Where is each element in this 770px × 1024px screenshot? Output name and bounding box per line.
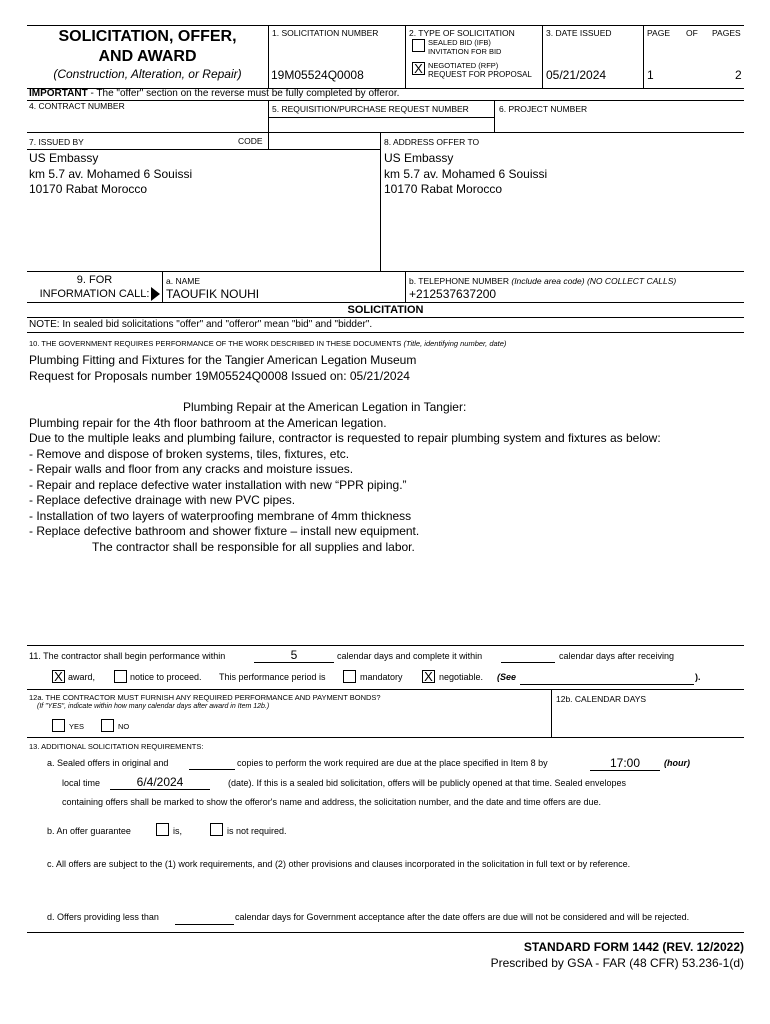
description-line: - Installation of two layers of waterproofing membrane of 4mm thickness — [29, 508, 412, 523]
prescribed-by: Prescribed by GSA - FAR (48 CFR) 53.236-1(d) — [490, 956, 744, 970]
guarantee-is-checkbox[interactable] — [156, 823, 169, 836]
arrow-right-icon — [151, 287, 160, 301]
address-offer-to[interactable] — [384, 151, 547, 198]
item11-text-b: calendar days and complete it within — [337, 651, 483, 661]
hour-label: (hour) — [664, 758, 690, 768]
project-number-label: 6. PROJECT NUMBER — [499, 104, 588, 114]
work-description-label — [29, 339, 506, 348]
calendar-days-label: 12b. CALENDAR DAYS — [556, 694, 647, 704]
address-line-1: US Embassy — [384, 151, 454, 165]
item13d-text-2: calendar days for Government acceptance after the date offers are due will not be considered and will be rejected. — [235, 912, 690, 922]
issued-by-line-2: km 5.7 av. Mohamed 6 Souissi — [29, 166, 193, 181]
page-value[interactable]: 1 — [647, 68, 654, 82]
item11-text-c: calendar days after receiving — [559, 651, 675, 661]
address-line-2: km 5.7 av. Mohamed 6 Souissi — [384, 166, 548, 181]
item13a-text-1: a. Sealed offers in original and — [47, 758, 169, 768]
hour-field[interactable]: 17:00 — [590, 756, 660, 771]
issued-by-line-1: US Embassy — [29, 151, 99, 165]
notice-to-proceed-label: notice to proceed. — [130, 672, 202, 682]
award-checkbox[interactable]: X — [52, 670, 65, 683]
sealed-bid-checkbox[interactable] — [412, 39, 425, 52]
telephone-note: (Include area code) (NO COLLECT CALLS) — [511, 276, 677, 286]
telephone-label-text: b. TELEPHONE NUMBER — [409, 276, 509, 286]
offer-guarantee-text: b. An offer guarantee — [47, 826, 131, 836]
solicitation-heading: SOLICITATION — [347, 304, 424, 316]
date-issued-label: 3. DATE ISSUED — [546, 28, 612, 38]
contract-number-label: 4. CONTRACT NUMBER — [29, 101, 125, 111]
award-label: award, — [68, 672, 96, 682]
guarantee-is-not-label: is not required. — [227, 826, 287, 836]
information-call-label — [27, 273, 162, 301]
important-label: IMPORTANT — [29, 88, 88, 99]
info-call-line-2: INFORMATION CALL: — [39, 288, 150, 300]
description-title: Plumbing Repair at the American Legation in Tangier: — [183, 400, 467, 414]
solicitation-type-label: 2. TYPE OF SOLICITATION — [409, 28, 515, 38]
invitation-for-bid-label: INVITATION FOR BID — [428, 47, 502, 56]
see-field[interactable] — [520, 672, 694, 685]
bonds-yes-label: YES — [69, 722, 85, 731]
form-number: STANDARD FORM 1442 (REV. 12/2022) — [523, 940, 744, 954]
item13a-text-4: containing offers shall be marked to show the offeror's name and address, the solicitation number, and the date and time offers are due. — [62, 797, 602, 807]
acceptance-days-field[interactable] — [175, 912, 234, 925]
description-line: - Replace defective bathroom and shower fixture – install new equipment. — [29, 524, 420, 538]
see-label: (See — [497, 672, 517, 682]
negotiable-label: negotiable. — [439, 672, 484, 682]
description-line: - Replace defective drainage with new PVC pipes. — [29, 493, 296, 507]
title-line-1: SOLICITATION, OFFER, — [58, 28, 237, 45]
address-offer-to-label: 8. ADDRESS OFFER TO — [384, 137, 480, 147]
telephone-value[interactable]: +212537637200 — [409, 287, 497, 301]
see-end: ). — [695, 672, 701, 682]
description-line: - Repair walls and floor from any cracks and moisture issues. — [29, 462, 354, 476]
additional-requirements-label: 13. ADDITIONAL SOLICITATION REQUIREMENTS: — [29, 742, 204, 751]
begin-within-field[interactable]: 5 — [254, 648, 334, 663]
form-title — [27, 27, 268, 81]
item11-text-a: 11. The contractor shall begin performance within — [29, 651, 226, 661]
bonds-note: (If "YES", indicate within how many calendar days after award in Item 12b.) — [37, 703, 270, 710]
guarantee-is-label: is, — [173, 826, 182, 836]
description-line: - Repair and replace defective water installation with new “PPR piping.” — [29, 477, 407, 492]
description-list — [29, 416, 661, 540]
bonds-no-label: NO — [118, 722, 130, 731]
negotiated-label: NEGOTIATED (RFP) — [428, 61, 499, 70]
page-label: PAGE — [647, 28, 670, 38]
negotiable-checkbox[interactable]: X — [422, 670, 435, 683]
guarantee-is-not-checkbox[interactable] — [210, 823, 223, 836]
notice-to-proceed-checkbox[interactable] — [114, 670, 127, 683]
description-last-line: The contractor shall be responsible for all supplies and labor. — [92, 539, 415, 554]
work-title-line-1[interactable]: Plumbing Fitting and Fixtures for the Tangier American Legation Museum — [29, 353, 417, 367]
name-value[interactable]: TAOUFIK NOUHI — [166, 287, 260, 301]
mandatory-label: mandatory — [360, 672, 403, 682]
important-notice — [29, 88, 399, 100]
date-due-field[interactable]: 6/4/2024 — [110, 775, 210, 790]
requisition-number-label: 5. REQUISITION/PURCHASE REQUEST NUMBER — [272, 104, 469, 114]
description-line: Due to the multiple leaks and plumbing failure, contractor is requested to repair plumbing system and fixtures as below: — [29, 431, 661, 445]
negotiated-checkbox[interactable]: X — [412, 62, 425, 75]
solicitation-number-label: 1. SOLICITATION NUMBER — [272, 28, 379, 38]
item13a-text-2: copies to perform the work required are due at the place specified in Item 8 by — [237, 758, 548, 768]
issued-by-line-3: 10170 Rabat Morocco — [29, 182, 148, 196]
form-subtitle: (Construction, Alteration, or Repair) — [53, 67, 242, 81]
performance-period-text: This performance period is — [219, 672, 326, 682]
mandatory-checkbox[interactable] — [343, 670, 356, 683]
solicitation-number-value[interactable]: 19M05524Q0008 — [271, 68, 364, 82]
name-label: a. NAME — [166, 276, 201, 286]
complete-within-field[interactable] — [501, 648, 555, 663]
sealed-bid-note: NOTE: In sealed bid solicitations "offer" and "offeror" mean "bid" and "bidder". — [29, 319, 373, 330]
bonds-label: 12a. THE CONTRACTOR MUST FURNISH ANY REQUIRED PERFORMANCE AND PAYMENT BONDS? — [29, 693, 381, 702]
item13a-text-3: (date). If this is a sealed bid solicitation, offers will be publicly opened at that time. Sealed envelopes — [228, 778, 627, 788]
issued-by-address[interactable] — [29, 151, 192, 198]
item13c-text: c. All offers are subject to the (1) work requirements, and (2) other provisions and clauses incorporated in the solicitation in full text or by reference. — [47, 859, 631, 869]
pages-value[interactable]: 2 — [735, 68, 742, 82]
address-line-3: 10170 Rabat Morocco — [384, 182, 503, 196]
bonds-yes-checkbox[interactable] — [52, 719, 65, 732]
issued-by-label: 7. ISSUED BY — [29, 137, 84, 147]
description-line: - Remove and dispose of broken systems, tiles, fixtures, etc. — [29, 446, 350, 461]
title-line-2: AND AWARD — [98, 48, 197, 65]
sealed-bid-label: SEALED BID (IFB) — [428, 38, 491, 47]
item13d-text-1: d. Offers providing less than — [47, 912, 159, 922]
info-call-line-1: 9. FOR — [76, 274, 113, 286]
code-label: CODE — [238, 136, 263, 146]
description-line: Plumbing repair for the 4th floor bathroom at the American legation. — [29, 415, 387, 430]
pages-label: PAGES — [712, 28, 741, 38]
work-title-line-2[interactable]: Request for Proposals number 19M05524Q0008 Issued on: 05/21/2024 — [29, 369, 410, 383]
of-label: OF — [686, 28, 698, 38]
work-description-label-text: 10. THE GOVERNMENT REQUIRES PERFORMANCE OF THE WORK DESCRIBED IN THESE DOCUMENTS — [29, 339, 402, 348]
important-text: - The "offer" section on the reverse must be fully completed by offeror. — [87, 88, 400, 99]
date-issued-value[interactable]: 05/21/2024 — [546, 68, 607, 82]
local-time-label: local time — [62, 778, 101, 788]
request-for-proposal-label: REQUEST FOR PROPOSAL — [428, 70, 532, 79]
telephone-label — [409, 276, 676, 286]
work-description-label-note: (Title, identifying number, date) — [401, 339, 507, 348]
bonds-no-checkbox[interactable] — [101, 719, 114, 732]
copies-field[interactable] — [189, 757, 235, 770]
